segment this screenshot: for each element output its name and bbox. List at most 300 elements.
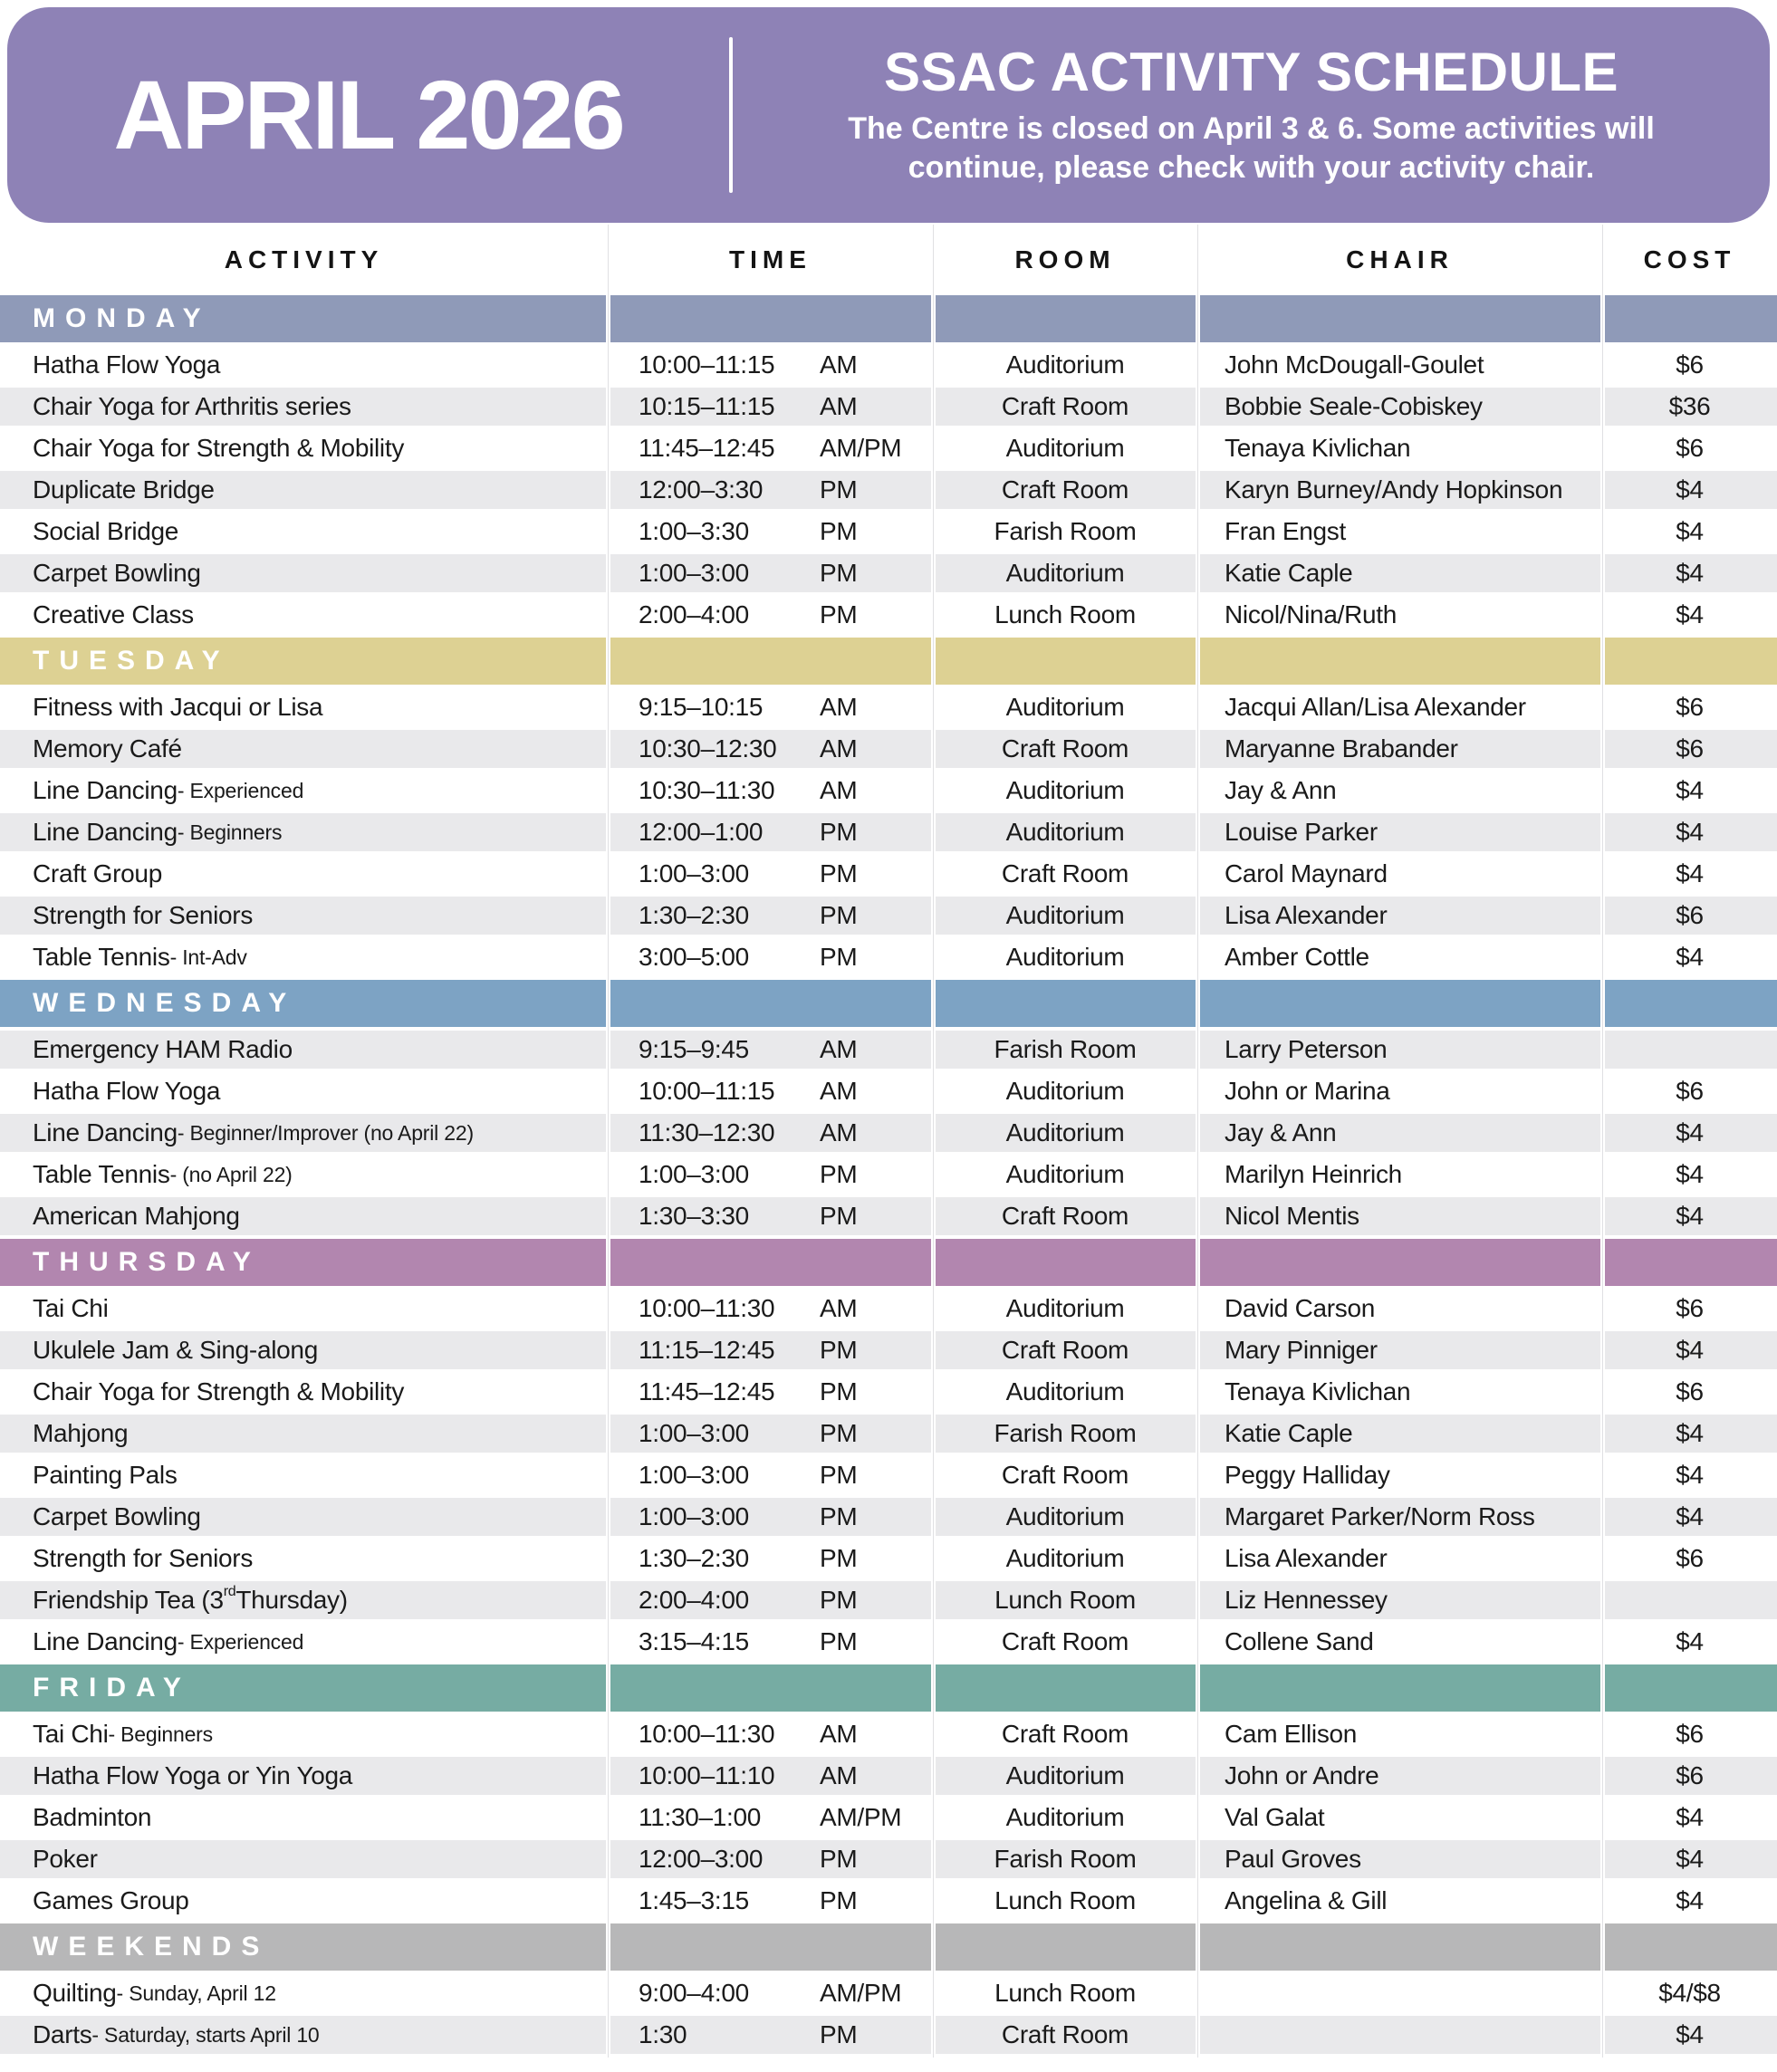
ampm-label: AM [820, 1118, 858, 1146]
activity-cell [0, 1456, 608, 1494]
time-cell [608, 1031, 933, 1069]
chair-cell: John or Andre [1197, 1757, 1602, 1795]
day-label: THURSDAY [33, 1247, 261, 1277]
chair-cell: Maryanne Brabander [1197, 730, 1602, 768]
time-cell [608, 1498, 933, 1536]
chair-cell: Jay & Ann [1225, 776, 1337, 804]
schedule-row [0, 855, 1777, 893]
chair-cell: Nicol Mentis [1197, 1197, 1602, 1235]
activity-text: Line Dancing [33, 1118, 178, 1146]
activity-text: Strength for Seniors [33, 901, 254, 929]
ampm-label: AM [820, 734, 858, 763]
time-range: 12:00–1:00 [639, 818, 764, 846]
ampm-label: PM [820, 943, 858, 971]
activity-cell [0, 2016, 608, 2054]
activity-cell [0, 1623, 608, 1661]
activity-cell [0, 730, 608, 768]
ampm-label: PM [820, 559, 858, 587]
time-range: 1:00–3:00 [639, 1502, 749, 1530]
room-cell: Lunch Room [994, 1979, 1136, 2007]
ampm-label: PM [820, 818, 858, 846]
cost-cell: $4 [1602, 1114, 1777, 1152]
room-cell: Farish Room [933, 1840, 1197, 1878]
time-range: 9:15–9:45 [639, 1035, 749, 1063]
activity-text: Poker [33, 1845, 98, 1873]
activity-text: Friendship Tea (3 [33, 1586, 224, 1614]
chair-cell: Paul Groves [1197, 1840, 1602, 1878]
ampm-label: AM [820, 1761, 858, 1789]
schedule-row [0, 346, 1777, 384]
room-cell: Lunch Room [933, 1581, 1197, 1619]
activity-text: - (no April 22) [169, 1162, 293, 1186]
chair-cell: Tenaya Kivlichan [1225, 434, 1411, 462]
activity-cell [0, 1799, 608, 1837]
cost-cell: $6 [1676, 1544, 1704, 1572]
activity-text: Hatha Flow Yoga [33, 350, 221, 379]
chair-cell: Nicol/Nina/Ruth [1225, 600, 1398, 628]
time-cell [608, 346, 933, 384]
activity-text: Darts [33, 2020, 92, 2048]
time-range: 10:15–11:15 [639, 392, 775, 420]
schedule-title: SSAC ACTIVITY SCHEDULE [883, 42, 1619, 102]
ampm-label: AM [820, 693, 858, 721]
ampm-label: PM [820, 1586, 858, 1614]
time-cell [608, 1715, 933, 1753]
activity-text: Quilting [33, 1979, 117, 2007]
activity-text: Table Tennis [33, 943, 170, 971]
time-cell [608, 897, 933, 935]
activity-cell [0, 1715, 608, 1753]
activity-cell [0, 1498, 608, 1536]
chair-cell: Karyn Burney/Andy Hopkinson [1197, 471, 1602, 509]
ampm-label: AM [820, 1035, 858, 1063]
time-cell [608, 855, 933, 893]
chair-cell: Lisa Alexander [1225, 1544, 1388, 1572]
ampm-label: PM [820, 475, 858, 504]
time-range: 1:30–2:30 [639, 1544, 749, 1572]
time-range: 11:15–12:45 [639, 1336, 775, 1364]
time-range: 9:15–10:15 [639, 693, 764, 721]
ampm-label: AM [820, 1720, 858, 1748]
room-cell: Lunch Room [994, 1886, 1136, 1914]
room-cell: Auditorium [1005, 350, 1125, 379]
schedule-row [0, 1415, 1777, 1453]
activity-text: Tai Chi [33, 1720, 109, 1748]
room-cell: Auditorium [1005, 1160, 1125, 1188]
activity-text: Thursday) [235, 1586, 348, 1614]
ampm-label: AM [820, 1077, 858, 1105]
activity-text: Tai Chi [33, 1294, 109, 1322]
activity-text: Games Group [33, 1886, 189, 1914]
column-header-room: ROOM [1014, 245, 1116, 273]
activity-cell [0, 1581, 608, 1619]
activity-cell [0, 388, 608, 426]
schedule-row [0, 897, 1777, 935]
activity-text: Emergency HAM Radio [33, 1035, 293, 1063]
schedule-row [0, 1715, 1777, 1753]
activity-text: Line Dancing [33, 1627, 178, 1655]
schedule-row [0, 1882, 1777, 1920]
room-cell: Auditorium [933, 1498, 1197, 1536]
day-label: WEEKENDS [33, 1932, 270, 1962]
ampm-label: AM [820, 776, 858, 804]
day-band [0, 1923, 1777, 1971]
cost-cell: $4 [1676, 1160, 1704, 1188]
chair-cell: Larry Peterson [1197, 1031, 1602, 1069]
room-cell: Craft Room [933, 2016, 1197, 2054]
cost-cell: $4 [1676, 1461, 1704, 1489]
activity-text: - Sunday, April 12 [116, 1981, 276, 2005]
time-range: 11:30–12:30 [639, 1118, 775, 1146]
activity-cell [0, 471, 608, 509]
cost-cell [1602, 1031, 1777, 1069]
schedule-row [0, 1540, 1777, 1578]
column-header-row [0, 225, 1777, 295]
activity-cell [0, 772, 608, 810]
time-cell [608, 429, 933, 467]
ampm-label: PM [820, 600, 858, 628]
activity-text: Craft Group [33, 859, 162, 887]
chair-cell: Katie Caple [1197, 554, 1602, 592]
subtitle-line-2: continue, please check with your activity chair. [908, 149, 1595, 185]
room-cell: Lunch Room [994, 600, 1136, 628]
room-cell: Auditorium [933, 813, 1197, 851]
activity-text: Chair Yoga for Strength & Mobility [33, 1377, 405, 1405]
time-cell [608, 688, 933, 726]
cost-cell: $6 [1602, 730, 1777, 768]
room-cell: Farish Room [933, 1415, 1197, 1453]
time-cell [608, 938, 933, 976]
chair-cell: Carol Maynard [1225, 859, 1388, 887]
column-header-activity: ACTIVITY [224, 245, 384, 273]
time-range: 11:30–1:00 [639, 1803, 762, 1831]
room-cell: Craft Room [1001, 1627, 1129, 1655]
room-cell: Auditorium [1005, 1077, 1125, 1105]
activity-text: Fitness with Jacqui or Lisa [33, 693, 323, 721]
activity-text: Creative Class [33, 600, 194, 628]
room-cell: Craft Room [1001, 1461, 1129, 1489]
time-cell [608, 730, 933, 768]
chair-cell: Marilyn Heinrich [1225, 1160, 1402, 1188]
cost-cell: $6 [1676, 1377, 1704, 1405]
time-cell [608, 1156, 933, 1194]
day-band [0, 638, 1777, 685]
ampm-label: PM [820, 1502, 858, 1530]
activity-cell [0, 938, 608, 976]
day-band [0, 295, 1777, 342]
schedule-row [0, 1581, 1777, 1619]
time-cell [608, 1290, 933, 1328]
time-cell [608, 1974, 933, 2012]
activity-text: - Beginners [177, 820, 283, 844]
ampm-label: AM/PM [820, 1803, 902, 1831]
time-range: 10:00–11:15 [639, 1077, 775, 1105]
schedule-row [0, 1031, 1777, 1069]
time-range: 11:45–12:45 [639, 1377, 775, 1405]
ampm-label: AM/PM [820, 434, 902, 462]
schedule-row [0, 1623, 1777, 1661]
time-range: 3:15–4:15 [639, 1627, 749, 1655]
time-range: 1:30–2:30 [639, 901, 749, 929]
cost-cell: $6 [1602, 1757, 1777, 1795]
cost-cell [1602, 1581, 1777, 1619]
cost-cell: $4 [1676, 600, 1704, 628]
activity-text: Carpet Bowling [33, 559, 201, 587]
schedule-row [0, 1331, 1777, 1369]
activity-cell [0, 1882, 608, 1920]
chair-cell: Liz Hennessey [1197, 1581, 1602, 1619]
chair-cell: David Carson [1225, 1294, 1376, 1322]
chair-cell: Angelina & Gill [1225, 1886, 1388, 1914]
chair-cell: Margaret Parker/Norm Ross [1197, 1498, 1602, 1536]
time-range: 2:00–4:00 [639, 600, 749, 628]
schedule-row [0, 429, 1777, 467]
chair-cell: Collene Sand [1225, 1627, 1374, 1655]
cost-cell: $6 [1676, 693, 1704, 721]
time-cell [608, 772, 933, 810]
cost-cell: $4 [1676, 859, 1704, 887]
activity-cell [0, 554, 608, 592]
room-cell: Auditorium [1005, 434, 1125, 462]
day-band [0, 1664, 1777, 1712]
schedule-row [0, 1456, 1777, 1494]
cost-cell: $4 [1602, 1415, 1777, 1453]
day-band [0, 980, 1777, 1027]
schedule-row [0, 1757, 1777, 1795]
ampm-label: PM [820, 2020, 858, 2048]
activity-text: Strength for Seniors [33, 1544, 254, 1572]
activity-cell [0, 1114, 608, 1152]
activity-cell [0, 1757, 608, 1795]
room-cell: Auditorium [1005, 1544, 1125, 1572]
chair-cell [1197, 2016, 1602, 2054]
cost-cell: $6 [1676, 350, 1704, 379]
activity-text: Social Bridge [33, 517, 179, 545]
cost-cell: $4 [1676, 776, 1704, 804]
ampm-label: PM [820, 517, 858, 545]
banner [7, 7, 1770, 223]
subtitle-line-1: The Centre is closed on April 3 & 6. Some activities will [848, 111, 1655, 146]
time-range: 10:00–11:30 [639, 1720, 775, 1748]
schedule-subtitle [760, 110, 1743, 187]
schedule-row [0, 1974, 1777, 2012]
cost-cell: $4 [1602, 1197, 1777, 1235]
time-cell [608, 388, 933, 426]
activity-cell [0, 1156, 608, 1194]
time-cell [608, 813, 933, 851]
activity-text: - Experienced [177, 1629, 304, 1654]
chair-cell: Amber Cottle [1225, 943, 1369, 971]
time-cell [608, 513, 933, 551]
chair-cell: Peggy Halliday [1225, 1461, 1390, 1489]
room-cell: Craft Room [933, 1331, 1197, 1369]
day-label: MONDAY [33, 303, 211, 333]
time-range: 1:00–3:00 [639, 559, 749, 587]
time-range: 12:00–3:30 [639, 475, 764, 504]
time-cell [608, 596, 933, 634]
room-cell: Craft Room [933, 1197, 1197, 1235]
ampm-label: PM [820, 901, 858, 929]
activity-cell [0, 1415, 608, 1453]
ampm-label: PM [820, 1544, 858, 1572]
time-cell [608, 471, 933, 509]
column-header-cost: COST [1643, 245, 1736, 273]
cost-cell: $6 [1676, 1077, 1704, 1105]
ampm-label: AM [820, 392, 858, 420]
activity-cell [0, 1540, 608, 1578]
activity-cell [0, 513, 608, 551]
ampm-label: AM [820, 1294, 858, 1322]
schedule-row [0, 513, 1777, 551]
schedule-row [0, 688, 1777, 726]
banner-title-block [733, 43, 1770, 187]
time-cell [608, 1581, 933, 1619]
time-cell [608, 1882, 933, 1920]
schedule-row [0, 1072, 1777, 1110]
cost-cell: $4 [1676, 943, 1704, 971]
activity-text: Chair Yoga for Arthritis series [33, 392, 351, 420]
time-range: 1:00–3:00 [639, 1160, 749, 1188]
column-divider [606, 225, 610, 2058]
cost-cell: $4 [1602, 1331, 1777, 1369]
ampm-label: PM [820, 1886, 858, 1914]
ampm-label: PM [820, 1419, 858, 1447]
cost-cell: $6 [1676, 1720, 1704, 1748]
schedule-row [0, 772, 1777, 810]
room-cell: Auditorium [1005, 1377, 1125, 1405]
activity-text: Painting Pals [33, 1461, 178, 1489]
activity-text: Hatha Flow Yoga [33, 1077, 221, 1105]
time-range: 1:00–3:00 [639, 1461, 749, 1489]
activity-cell [0, 855, 608, 893]
time-cell [608, 1114, 933, 1152]
ampm-label: PM [820, 1202, 858, 1230]
cost-cell: $6 [1676, 1294, 1704, 1322]
activity-text: - Int-Adv [169, 945, 247, 969]
room-cell: Auditorium [1005, 693, 1125, 721]
chair-cell: Cam Ellison [1225, 1720, 1358, 1748]
schedule-row [0, 471, 1777, 509]
schedule-row [0, 813, 1777, 851]
room-cell: Farish Room [933, 1031, 1197, 1069]
schedule-row [0, 730, 1777, 768]
chair-cell: John or Marina [1225, 1077, 1390, 1105]
day-label: WEDNESDAY [33, 988, 297, 1018]
room-cell: Auditorium [1005, 1294, 1125, 1322]
time-range: 1:00–3:30 [639, 517, 749, 545]
activity-cell [0, 813, 608, 851]
ampm-label: PM [820, 1336, 858, 1364]
month-title: APRIL 2026 [113, 60, 623, 169]
schedule-row [0, 1156, 1777, 1194]
time-cell [608, 554, 933, 592]
ampm-label: PM [820, 1377, 858, 1405]
activity-text: Line Dancing [33, 818, 178, 846]
activity-cell [0, 1331, 608, 1369]
room-cell: Craft Room [933, 730, 1197, 768]
room-cell: Craft Room [933, 388, 1197, 426]
cost-cell: $4 [1602, 1840, 1777, 1878]
activity-text: - Experienced [177, 778, 304, 802]
activity-cell [0, 1072, 608, 1110]
room-cell: Craft Room [1001, 1720, 1129, 1748]
cost-cell: $4 [1602, 1498, 1777, 1536]
banner-month-block [7, 60, 729, 169]
chair-cell: Jacqui Allan/Lisa Alexander [1225, 693, 1526, 721]
time-cell [608, 1757, 933, 1795]
column-divider [1196, 225, 1200, 2058]
activity-text: Chair Yoga for Strength & Mobility [33, 434, 405, 462]
day-band [0, 1239, 1777, 1286]
cost-cell: $4 [1602, 2016, 1777, 2054]
time-cell [608, 1197, 933, 1235]
activity-text: - Saturday, starts April 10 [91, 2022, 320, 2047]
column-divider [931, 225, 936, 2058]
activity-text: Mahjong [33, 1419, 129, 1447]
room-cell: Auditorium [933, 1114, 1197, 1152]
ampm-label: AM/PM [820, 1979, 902, 2007]
schedule-sections [0, 295, 1777, 2054]
time-cell [608, 1072, 933, 1110]
activity-cell [0, 1197, 608, 1235]
schedule-row [0, 1840, 1777, 1878]
room-cell: Farish Room [994, 517, 1137, 545]
chair-cell: Mary Pinniger [1197, 1331, 1602, 1369]
activity-cell [0, 688, 608, 726]
time-range: 1:45–3:15 [639, 1886, 749, 1914]
cost-cell: $4 [1676, 1803, 1704, 1831]
activity-text: American Mahjong [33, 1202, 240, 1230]
cost-cell: $4 [1676, 1627, 1704, 1655]
activity-text: Line Dancing [33, 776, 178, 804]
activity-cell [0, 1031, 608, 1069]
time-range: 10:30–12:30 [639, 734, 777, 763]
schedule-row [0, 1373, 1777, 1411]
chair-cell: Louise Parker [1197, 813, 1602, 851]
room-cell: Auditorium [1005, 1803, 1125, 1831]
time-cell [608, 1331, 933, 1369]
room-cell: Auditorium [1005, 776, 1125, 804]
time-range: 10:00–11:15 [639, 350, 775, 379]
activity-text: Carpet Bowling [33, 1502, 201, 1530]
cost-cell: $6 [1602, 897, 1777, 935]
time-cell [608, 1623, 933, 1661]
time-range: 9:00–4:00 [639, 1979, 749, 2007]
time-cell [608, 1540, 933, 1578]
activity-cell [0, 596, 608, 634]
cost-cell: $6 [1676, 434, 1704, 462]
schedule-table [0, 225, 1777, 2058]
cost-cell: $4 [1602, 471, 1777, 509]
activity-cell [0, 1373, 608, 1411]
time-cell [608, 1456, 933, 1494]
schedule-row [0, 554, 1777, 592]
activity-text: Badminton [33, 1803, 152, 1831]
cost-cell: $36 [1602, 388, 1777, 426]
chair-cell: Lisa Alexander [1197, 897, 1602, 935]
activity-cell [0, 897, 608, 935]
time-range: 1:30–3:30 [639, 1202, 749, 1230]
column-divider [1600, 225, 1605, 2058]
schedule-row [0, 1114, 1777, 1152]
activity-cell [0, 1840, 608, 1878]
time-cell [608, 1415, 933, 1453]
time-range: 10:30–11:30 [639, 776, 775, 804]
chair-cell: Val Galat [1225, 1803, 1325, 1831]
time-range: 1:00–3:00 [639, 1419, 749, 1447]
activity-cell [0, 346, 608, 384]
schedule-row [0, 1290, 1777, 1328]
